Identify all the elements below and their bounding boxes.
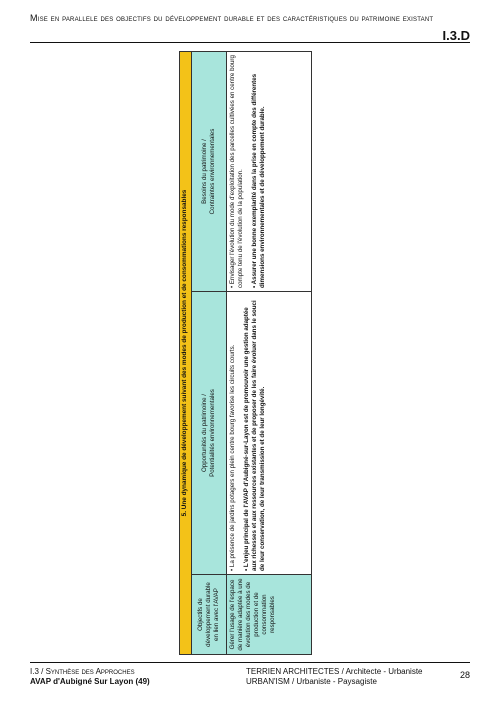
page-title: Mise en parallele des objectifs du développement durable et des caractéristiques du patrimoine existant bbox=[30, 13, 434, 23]
objectives-table bbox=[179, 51, 312, 655]
need-item-bold: • Assurer une bonne exemplarité dans la prise en compte des différentes dimensions environnementales et de développement durable. bbox=[251, 73, 266, 288]
need-item: • Envisager l'évolution du mode d'exploitation des parcelles cultivées en centre bourg compte tenu de l'évolution de la population. bbox=[229, 55, 244, 288]
opportunities-header bbox=[192, 292, 227, 575]
objectives-header: Objectifs de développement durable en lien avec l'AVAP bbox=[192, 575, 227, 655]
footer-section: I.3 / Synthèse des Approches bbox=[30, 667, 135, 676]
rotated-table-frame bbox=[179, 52, 312, 655]
section-code: I.3.D bbox=[442, 28, 470, 43]
needs-header bbox=[192, 51, 227, 291]
page-number: 28 bbox=[459, 670, 470, 680]
header-divider bbox=[30, 42, 470, 43]
table-header-row bbox=[192, 51, 227, 654]
table-title: 5. Une dynamique de développement suivant des modes de production et de consommations responsables bbox=[180, 51, 192, 654]
opportunities-header-line1: Opportunités du patrimoine / bbox=[201, 393, 208, 473]
needs-header-line2: Contraintes environnementales bbox=[209, 128, 216, 215]
opportunities-header-line2: Potentialités environnementales bbox=[209, 389, 216, 477]
footer-author-1: TERRIEN ARCHITECTES / Architecte - Urbaniste bbox=[246, 667, 423, 676]
footer-author-2: URBAN'ISM / Urbaniste - Paysagiste bbox=[246, 677, 377, 686]
rotated-table-container bbox=[179, 52, 312, 655]
opportunity-item: • La présence de jardins potagers en plein centre bourg favorise les circuits courts. bbox=[229, 344, 236, 571]
footer-divider bbox=[30, 662, 470, 663]
opportunities-cell bbox=[227, 292, 312, 575]
objective-cell: Gérer l'usage de l'espace de manière adaptée à une évolution des modes de production et de consommation responsables bbox=[227, 575, 312, 655]
footer-document: AVAP d'Aubigné Sur Layon (49) bbox=[30, 677, 150, 686]
table-row bbox=[227, 51, 312, 654]
needs-header-line1: Besoins du patrimoine / bbox=[201, 139, 208, 204]
table-title-row bbox=[180, 51, 192, 654]
opportunity-item-bold: • L'enjeu principal de l'AVAP d'Aubigné-sur-Layon est de promouvoir une gestion adaptée aux richesses et aux ressources existantes et de proposer de les faire évoluer dans le souci de leur conservation, de leur transmission et de leur longévité. bbox=[243, 300, 266, 571]
needs-cell bbox=[227, 51, 312, 291]
